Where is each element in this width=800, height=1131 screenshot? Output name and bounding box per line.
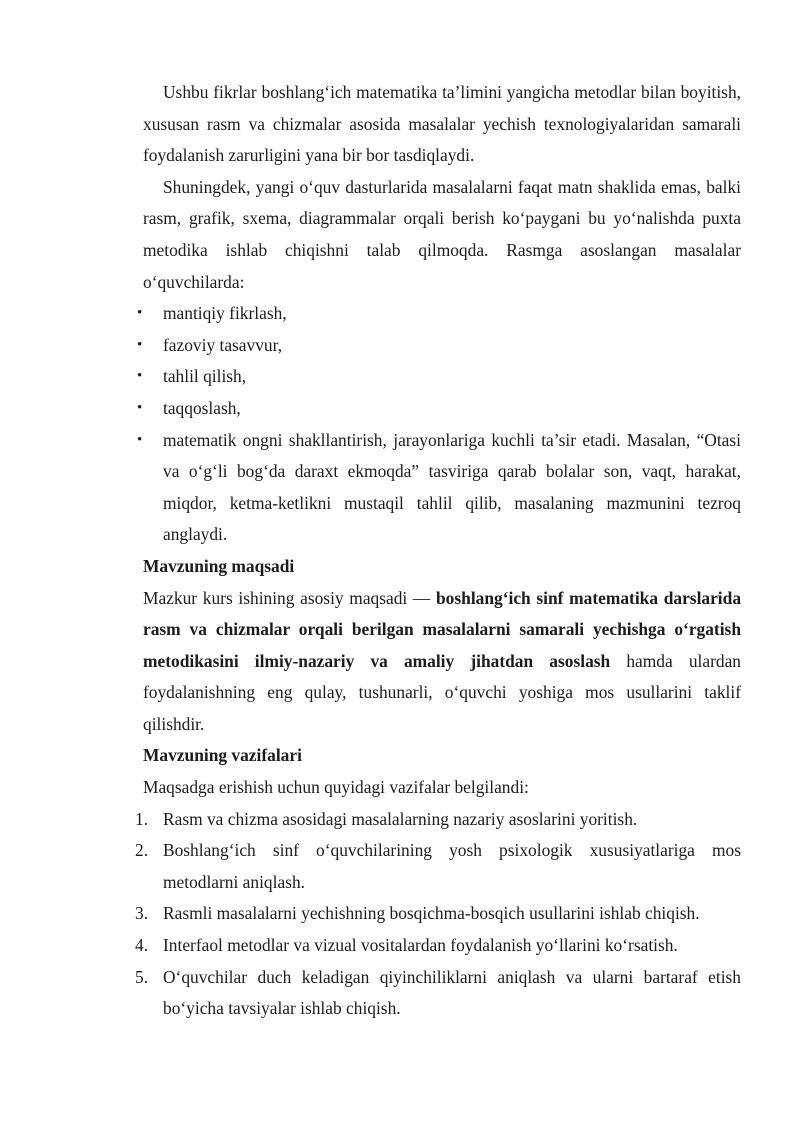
skills-bullet-list (143, 298, 741, 551)
task-number: 1. (135, 808, 149, 829)
goal-bold-statement: boshlang‘ich sinf matematika darslarida rasm va chizmalar orqali berilgan masalalarni samarali yechishga o‘rgatish metodikasini ilmiy-nazariy va amaliy jihatdan asoslash (143, 587, 742, 671)
task-item (135, 835, 741, 898)
task-item (135, 898, 741, 930)
task-text: Rasm va chizma asosidagi masalalarning nazariy asoslarini yoritish. (163, 808, 638, 829)
goal-tail: hamda ulardan foydalanishning eng qulay, tushunarli, o‘quvchi yoshiga mos usullarini taklif qilishdir. (143, 650, 741, 734)
task-item (135, 962, 741, 1025)
bullet-item: • matematik ongni shakllantirish, jarayonlariga kuchli ta’sir etadi. Masalan, “Otasi va o‘g‘li bog‘da daraxt ekmoqda” tasviriga qarab bolalar son, vaqt, harakat, miqdor, ketma-ketlikni mustaqil tahlil qilib, masalaning mazmunini tezroq anglaydi. (143, 425, 741, 551)
task-number: 4. (135, 935, 149, 956)
task-text: Interfaol metodlar va vizual vositalardan foydalanish yo‘llarini ko‘rsatish. (163, 935, 678, 956)
bullet-item: • fazoviy tasavvur, (143, 330, 741, 362)
tasks-numbered-list (135, 804, 741, 1025)
tasks-heading: Mavzuning vazifalari (143, 745, 302, 766)
task-number: 3. (135, 903, 149, 924)
task-text: Boshlang‘ich sinf o‘quvchilarining yosh psixologik xususiyatlariga mos metodlarni aniqlash. (163, 840, 741, 892)
task-item (135, 804, 741, 836)
task-item (135, 930, 741, 962)
bullet-item: • tahlil qilish, (143, 361, 741, 393)
goal-lead: Mazkur kurs ishining asosiy maqsadi — (143, 587, 437, 608)
bullet-item: • taqqoslash, (143, 393, 741, 425)
tasks-intro: Maqsadga erishish uchun quyidagi vazifalar belgilandi: (143, 777, 529, 798)
task-text: Rasmli masalalarni yechishning bosqichma-bosqich usullarini ishlab chiqish. (163, 903, 700, 924)
goal-heading: Mavzuning maqsadi (143, 555, 295, 576)
intro-paragraph-2: Shuningdek, yangi o‘quv dasturlarida masalalarni faqat matn shaklida emas, balki rasm, grafik, sxema, diagrammalar orqali berish ko‘paygani bu yo‘nalishda puxta metodika ishlab chiqishni talab qilmoqda. Rasmga asoslangan masalalar o‘quvchilarda: (143, 176, 741, 292)
bullet-item: • mantiqiy fikrlash, (143, 298, 741, 330)
document-page (135, 77, 742, 1025)
task-number: 5. (135, 966, 149, 987)
task-text: O‘quvchilar duch keladigan qiyinchiliklarni aniqlash va ularni bartaraf etish bo‘yicha tavsiyalar ishlab chiqish. (163, 966, 741, 1019)
task-number: 2. (135, 840, 149, 861)
intro-paragraph-1: Ushbu fikrlar boshlang‘ich matematika ta’limini yangicha metodlar bilan boyitish, xususan rasm va chizmalar asosida masalalar yechish texnologiyalaridan samarali foydalanish zarurligini yana bir bor tasdiqlaydi. (143, 82, 741, 166)
goal-paragraph (143, 583, 741, 741)
